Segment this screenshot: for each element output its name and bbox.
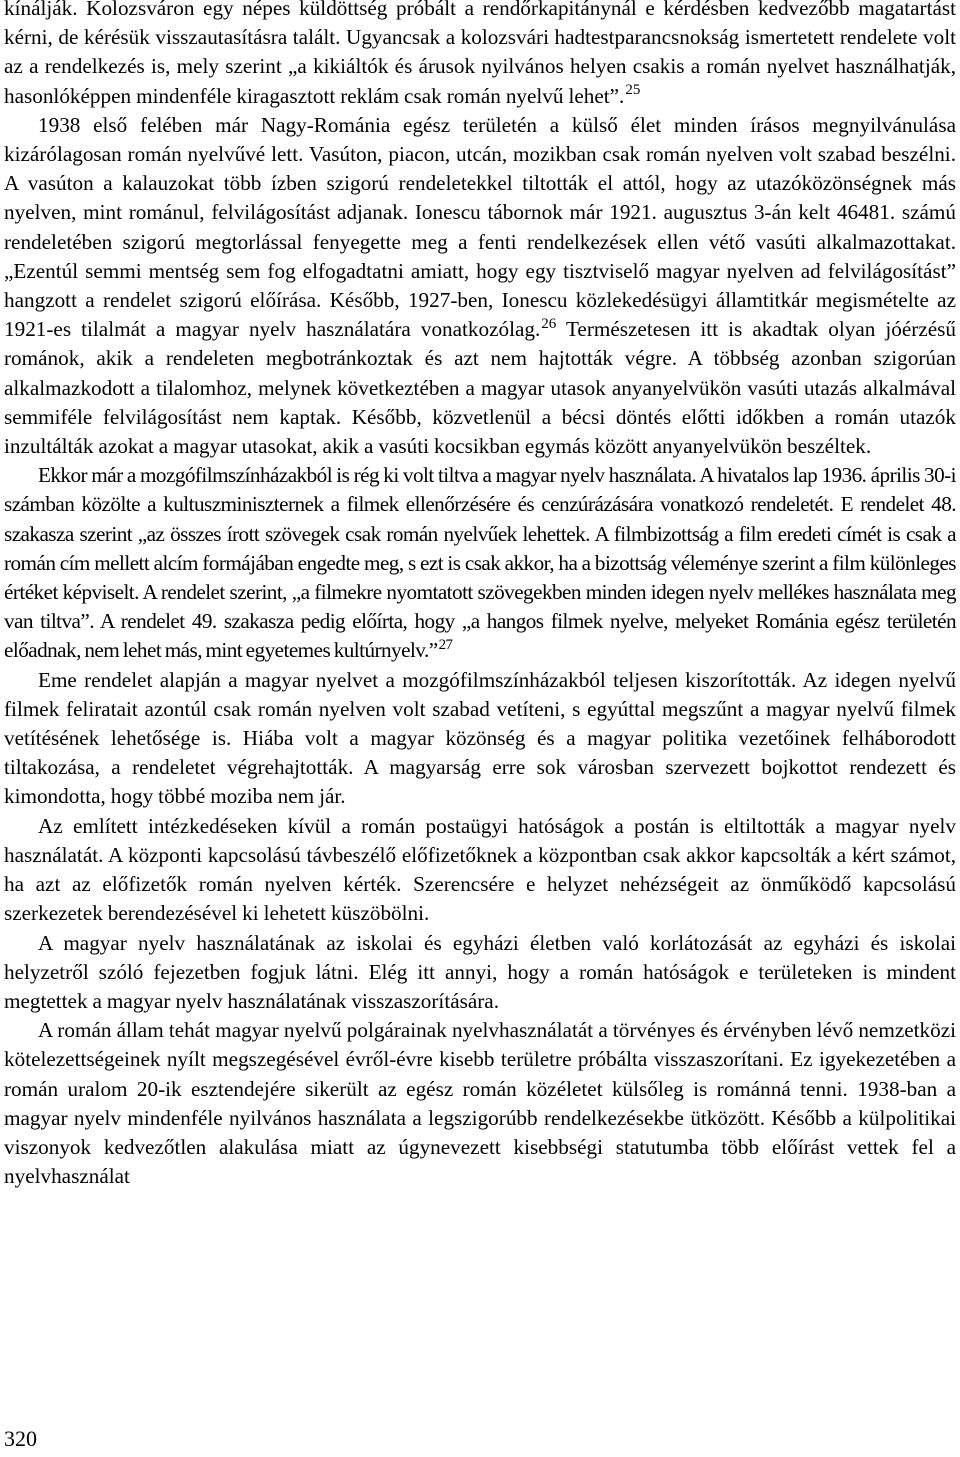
paragraph — [4, 111, 956, 461]
paragraph — [4, 461, 956, 665]
body-text — [4, 0, 956, 1191]
paragraph — [4, 929, 956, 1017]
footnote-reference: 26 — [541, 315, 557, 332]
paragraph — [4, 1016, 956, 1191]
paragraph-text: 1938 első felében már Nagy-Románia egész területén a külső élet minden írásos megnyilvánulása kizárólagosan román nyelvűvé lett. Vasúton, piacon, utcán, mozikban csak román nyelven volt szabad beszélni. A vasúton a kalauzokat több ízben szigorú rendeletekkel tiltották el attól, hogy az utazóközönségnek más nyelven, mint románul, felvilágosítást adjanak. Ionescu tábornok már 1921. augusztus 3-án kelt 46481. számú rendeletében szigorú megtorlással fenyegette meg a fenti rendelkezések ellen vétő vasúti alkalmazottakat. „Ezentúl semmi mentség sem fog elfogadtatni amiatt, hogy egy tisztviselő magyar nyelven ad felvilágosítást” hangzott a rendelet szigorú előírása. Később, 1927-ben, Ionescu közlekedésügyi államtitkár megismételte az 1921-es tilalmát a magyar nyelv használatára vonatkozólag. — [4, 112, 956, 342]
paragraph-text: kínálják. Kolozsváron egy népes küldöttség próbált a rendőrkapitánynál e kérdésben kedvezőbb magatartást kérni, de kérésük visszautasításra talált. Ugyancsak a kolozsvári hadtestparancsnokság ismertetett rendelete volt az a rendelkezés is, mely szerint „a kikiáltók és árusok nyilvános helyen csakis a román nyelvet használhatják, hasonlóképpen mindenféle kiragasztott reklám csak román nyelvű lehet”. — [4, 0, 956, 108]
paragraph — [4, 812, 956, 929]
paragraph-text: A román állam tehát magyar nyelvű polgárainak nyelvhasználatát a törvényes és érvényben lévő nemzetközi kötelezettségeinek nyílt megszegésével évről-évre kisebb területre próbálta visszaszorítani. Ez igyekezetében a román uralom 20-ik esztendejére sikerült az egész román közéletet külsőleg is románná tenni. 1938-ban a magyar nyelv mindenféle nyilvános használata a legszigorúbb rendelkezésekbe ütközött. Később a külpolitikai viszonyok kedvezőtlen alakulása miatt az úgynevezett kisebbségi statutumba több előírást vettek fel a nyelvhasználat — [4, 1018, 956, 1189]
footnote-reference: 27 — [438, 637, 453, 654]
paragraph-text: Eme rendelet alapján a magyar nyelvet a mozgófilmszínházakból teljesen kiszorították. Az idegen nyelvű filmek feliratait azontúl csak román nyelven volt szabad vetíteni, s egyúttal megszűnt a magyar nyelvű filmek vetítésének lehetősége is. Hiába volt a magyar közönség és a magyar politika vezetőinek felháborodott tiltakozása, a rendeletet végrehajtották. A magyarság erre sok városban szervezett bojkottot rendezett és kimondotta, hogy többé moziba nem jár. — [4, 667, 956, 809]
paragraph-text: Az említett intézkedéseken kívül a román postaügyi hatóságok a postán is eltiltották a magyar nyelv használatát. A központi kapcsolású távbeszélő előfizetőknek a központban csak akkor kapcsolták a kért számot, ha azt az előfizetők román nyelven kérték. Szerencsére e helyzet nehézségeit az önműködő kapcsolású szerkezetek berendezésével ki lehetett küszöbölni. — [4, 813, 956, 926]
paragraph — [4, 0, 956, 111]
document-page — [4, 0, 956, 1191]
paragraph-text: Ekkor már a mozgófilmszínházakból is rég ki volt tiltva a magyar nyelv használata. A hivatalos lap 1936. április 30-i számban közölte a kultuszminiszternek a filmek ellenőrzésére és cenzúrázására vonatkozó rendeletét. E rendelet 48. szakasza szerint „az összes írott szövegek csak román nyelvűek lehettek. A filmbizottság a film eredeti címét is csak a román cím mellett alcím formájában engedte meg, s ezt is csak akkor, ha a bizottság véleménye szerint a film különleges értéket képviselt. A rendelet szerint, „a filmekre nyomtatott szövegekben minden idegen nyelv mellékes használata meg van tiltva”. A rendelet 49. szakasza pedig előírta, hogy „a hangos filmek nyelve, melyeket Románia egész területén előadnak, nem lehet más, mint egyetemes kultúrnyelv.” — [4, 463, 956, 663]
paragraph-text: Természetesen itt is akadtak olyan jóérzésű románok, akik a rendeleten megbotránkoztak és azt nem hajtották végre. A többség azonban szigorúan alkalmazkodott a tilalomhoz, melynek következtében a magyar utasok anyanyelvükön vasúti utazás alkalmával semmiféle felvilágosítást nem kaptak. Később, közvetlenül a bécsi döntés előtti időkben a román utazók inzultálták azokat a magyar utasokat, akik a vasúti kocsikban egymás között anyanyelvükön beszéltek. — [4, 317, 956, 459]
paragraph — [4, 666, 956, 812]
footnote-reference: 25 — [625, 82, 641, 99]
page-number: 320 — [4, 1426, 37, 1451]
paragraph-text: A magyar nyelv használatának az iskolai és egyházi életben való korlátozását az egyházi és iskolai helyzetről szóló fejezetben fogjuk látni. Elég itt annyi, hogy a román hatóságok e területeken is mindent megtettek a magyar nyelv használatának visszaszorítására. — [4, 930, 956, 1013]
